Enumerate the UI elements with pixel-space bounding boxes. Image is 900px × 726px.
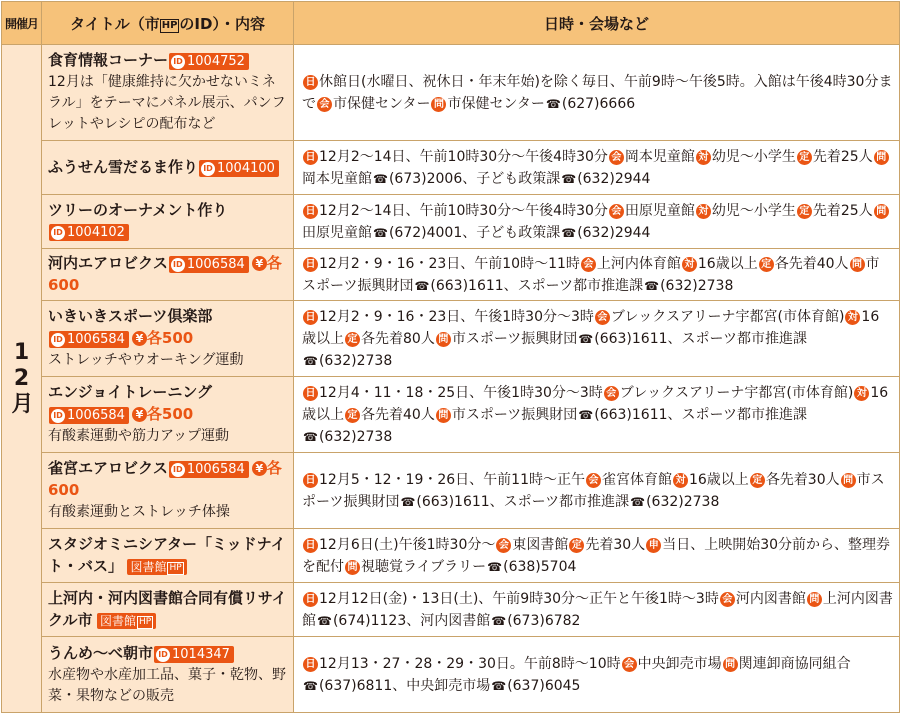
- phone-text: (672)4001、子ども政策課: [388, 224, 561, 241]
- event-title: エンジョイトレーニング: [48, 383, 213, 401]
- detail-cell: [294, 301, 900, 377]
- phone-icon: ☎: [373, 225, 388, 240]
- detail-text: 先着25人: [812, 148, 873, 165]
- marker-5-icon: 問: [436, 408, 451, 423]
- event-description: 水産物や水産加工品、菓子・乾物、野菜・果物などの販売: [48, 666, 286, 704]
- detail-text: 16歳以上: [697, 255, 758, 272]
- marker-2-icon: 会: [622, 657, 637, 672]
- library-badge: [97, 613, 156, 629]
- marker-4-icon: 定: [797, 150, 812, 165]
- yen-icon: ¥: [252, 461, 267, 476]
- detail-text: 幼児～小学生: [711, 148, 796, 165]
- detail-text: 岡本児童館: [624, 148, 695, 165]
- marker-3-icon: 問: [723, 657, 738, 672]
- id-icon: ID: [171, 55, 185, 69]
- marker-2-icon: 会: [609, 150, 624, 165]
- title-cell: [42, 377, 294, 453]
- hp-icon: HP: [169, 562, 182, 573]
- detail-text: ブレックスアリーナ宇都宮(市体育館): [610, 308, 845, 325]
- hp-icon: HP: [161, 19, 178, 31]
- phone-icon: ☎: [303, 678, 318, 693]
- marker-2-icon: 会: [609, 204, 624, 219]
- marker-5-icon: 問: [874, 150, 889, 165]
- detail-cell: [294, 529, 900, 583]
- library-label: 図書館: [130, 559, 167, 574]
- price-value: 各500: [146, 329, 194, 347]
- table-row: [2, 301, 900, 377]
- phone-text: (663)1611、スポーツ都市推進課: [416, 493, 630, 510]
- marker-2-icon: 会: [720, 592, 735, 607]
- id-number: 1014347: [172, 646, 230, 662]
- phone-icon: ☎: [578, 331, 594, 346]
- phone-text: (663)1611、スポーツ都市推進課: [594, 330, 807, 347]
- title-cell: [42, 141, 294, 195]
- table-row: [2, 377, 900, 453]
- phone-text: (663)1611、スポーツ都市推進課: [594, 406, 807, 423]
- event-title: ふうせん雪だるま作り: [48, 157, 199, 176]
- detail-text: 雀宮体育館: [601, 471, 672, 488]
- id-number: 1004100: [217, 160, 275, 176]
- title-cell: [42, 195, 294, 249]
- phone-icon: ☎: [491, 613, 507, 628]
- marker-1-icon: 日: [303, 75, 318, 90]
- id-icon: ID: [171, 463, 185, 477]
- id-badge: [199, 160, 279, 177]
- detail-text: 岡本児童館: [302, 170, 372, 187]
- event-title: 食育情報コーナー: [48, 51, 169, 69]
- library-badge: [127, 559, 186, 575]
- event-title: スタジオミニシアター「ミッドナイト・バス」: [48, 534, 286, 575]
- detail-text: 当日、上映開始30分前から、整理券を配付: [302, 536, 891, 575]
- marker-3-icon: 問: [807, 592, 822, 607]
- id-badge: [49, 224, 129, 241]
- detail-text: 12月12日(金)・13日(土)、午前9時30分～正午と午後1時～3時: [319, 590, 719, 607]
- id-badge: [154, 646, 234, 663]
- marker-4-icon: 定: [759, 257, 774, 272]
- detail-text: 視聴覚ライブラリー: [361, 558, 487, 575]
- detail-text: 12月6日(土)午後1時30分～: [319, 536, 496, 553]
- detail-text: 河内図書館: [735, 590, 806, 607]
- detail-text: 各先着80人: [361, 330, 435, 347]
- phone-text: (632)2944: [577, 224, 651, 241]
- title-cell: [42, 301, 294, 377]
- phone-text: (637)6045: [507, 677, 581, 694]
- marker-1-icon: 日: [303, 473, 318, 488]
- event-description: 有酸素運動や筋力アップ運動: [48, 428, 230, 444]
- detail-text: 市スポーツ振興財団: [302, 255, 880, 294]
- detail-cell: [294, 453, 900, 529]
- detail-text: 上河内図書館: [302, 590, 893, 629]
- detail-cell: [294, 45, 900, 141]
- detail-cell: [294, 583, 900, 637]
- detail-text: 関連卸商協同組合: [738, 655, 851, 672]
- detail-text: 市保健センター: [447, 95, 545, 112]
- phone-icon: ☎: [303, 353, 318, 368]
- marker-5-icon: 問: [850, 257, 865, 272]
- header-title-pre: タイトル（市: [70, 14, 160, 33]
- detail-text: 市スポーツ振興財団: [451, 406, 578, 423]
- event-description: ストレッチやウオーキング運動: [48, 352, 244, 368]
- detail-text: 先着25人: [812, 202, 873, 219]
- marker-3-icon: 対: [673, 473, 688, 488]
- price-value: 各600: [48, 253, 282, 294]
- detail-text: 12月13・27・28・29・30日。午前8時～10時: [319, 655, 621, 672]
- id-icon: ID: [201, 162, 215, 176]
- detail-text: 市スポーツ振興財団: [302, 471, 885, 510]
- table-row: [2, 141, 900, 195]
- detail-text: 上河内体育館: [596, 255, 681, 272]
- detail-text: 16歳以上: [688, 471, 749, 488]
- event-table: [1, 1, 900, 713]
- detail-text: 各先着40人: [361, 406, 435, 423]
- event-title: うんめ～べ朝市: [48, 643, 154, 662]
- detail-text: 12月2・9・16・23日、午後1時30分～3時: [319, 308, 594, 325]
- id-number: 1006584: [186, 462, 245, 477]
- event-title: 上河内・河内図書館合同有償リサイクル市: [48, 588, 287, 629]
- event-title: 河内エアロビクス: [48, 253, 168, 272]
- phone-text: (637)6811、中央卸売市場: [318, 677, 491, 694]
- phone-text: (632)2738: [660, 277, 734, 294]
- yen-icon: ¥: [132, 407, 147, 422]
- event-description: 有酸素運動とストレッチ体操: [48, 504, 230, 520]
- marker-4-icon: 定: [345, 332, 360, 347]
- price: [132, 329, 193, 347]
- hp-icon: HP: [139, 616, 152, 627]
- table-row: [2, 453, 900, 529]
- marker-4-icon: 定: [797, 204, 812, 219]
- detail-text: 12月5・12・19・26日、午前11時～正午: [319, 471, 585, 488]
- phone-text: (638)5704: [503, 558, 577, 575]
- month-cell: [2, 45, 42, 713]
- id-badge: [169, 53, 249, 70]
- detail-text: 12月2～14日、午前10時30分～午後4時30分: [319, 202, 608, 219]
- id-number: 1006584: [67, 332, 125, 347]
- marker-2-icon: 会: [586, 473, 601, 488]
- phone-text: (632)2738: [318, 428, 393, 445]
- marker-1-icon: 日: [303, 386, 318, 401]
- detail-text: 12月2～14日、午前10時30分～午後4時30分: [319, 148, 608, 165]
- id-number: 1004102: [67, 225, 125, 240]
- marker-3-icon: 対: [696, 150, 711, 165]
- id-icon: ID: [171, 258, 185, 272]
- phone-icon: ☎: [491, 678, 507, 693]
- marker-3-icon: 対: [854, 386, 869, 401]
- event-title: いきいきスポーツ倶楽部: [48, 307, 213, 325]
- marker-3-icon: 対: [696, 204, 711, 219]
- title-cell: [42, 453, 294, 529]
- detail-text: 市スポーツ振興財団: [451, 330, 578, 347]
- header-title: [42, 2, 294, 45]
- id-badge: [49, 331, 129, 348]
- phone-text: (632)2738: [318, 352, 393, 369]
- title-cell: [42, 637, 294, 713]
- event-description: 12月は「健康維持に欠かせないミネラル」をテーマにパネル展示、パンフレットやレシピの配布など: [48, 74, 286, 132]
- title-cell: [42, 529, 294, 583]
- phone-icon: ☎: [414, 278, 430, 293]
- marker-3-icon: 問: [431, 97, 446, 112]
- id-icon: ID: [51, 409, 65, 423]
- detail-text: 12月2・9・16・23日、午前10時～11時: [319, 255, 580, 272]
- phone-text: (632)2944: [577, 170, 651, 187]
- header-title-post: のID）・内容: [179, 14, 265, 33]
- table-row: [2, 45, 900, 141]
- phone-icon: ☎: [561, 171, 577, 186]
- marker-3-icon: 定: [569, 538, 584, 553]
- id-badge: [169, 461, 249, 478]
- price-value: 各600: [48, 459, 282, 499]
- phone-text: (673)6782: [507, 612, 581, 629]
- detail-cell: [294, 637, 900, 713]
- marker-2-icon: 会: [496, 538, 511, 553]
- phone-text: (674)1123、河内図書館: [332, 612, 491, 629]
- marker-3-icon: 対: [682, 257, 697, 272]
- event-title: 雀宮エアロビクス: [48, 459, 168, 477]
- phone-icon: ☎: [400, 494, 416, 509]
- phone-text: (627)6666: [561, 95, 636, 112]
- detail-text: ブレックスアリーナ宇都宮(市体育館): [619, 384, 854, 401]
- detail-text: 各先着40人: [774, 255, 849, 272]
- detail-text: 中央卸売市場: [637, 655, 722, 672]
- phone-text: (632)2738: [646, 493, 720, 510]
- phone-icon: ☎: [303, 429, 318, 444]
- header-detail: 日時・会場など: [294, 2, 900, 45]
- phone-icon: ☎: [317, 613, 332, 628]
- marker-1-icon: 日: [303, 592, 318, 607]
- detail-cell: [294, 195, 900, 249]
- detail-text: 田原児童館: [624, 202, 695, 219]
- marker-4-icon: 定: [750, 473, 765, 488]
- table-row: [2, 195, 900, 249]
- phone-icon: ☎: [545, 96, 561, 111]
- title-cell: [42, 583, 294, 637]
- marker-5-icon: 問: [345, 560, 360, 575]
- table-row: [2, 529, 900, 583]
- marker-4-icon: 申: [646, 538, 661, 553]
- id-number: 1004752: [187, 54, 245, 69]
- detail-text: 16歳以上: [302, 308, 880, 347]
- marker-2-icon: 会: [604, 386, 619, 401]
- price-value: 各500: [146, 405, 194, 423]
- yen-icon: ¥: [132, 331, 147, 346]
- phone-icon: ☎: [373, 171, 388, 186]
- detail-text: 東図書館: [512, 536, 569, 553]
- marker-1-icon: 日: [303, 310, 318, 325]
- id-number: 1006584: [67, 408, 125, 423]
- detail-text: 休館日(水曜日、祝休日・年末年始)を除く毎日、午前9時～午後5時。入館は午後4時30分まで: [302, 73, 893, 112]
- event-title: ツリーのオーナメント作り: [48, 201, 228, 219]
- marker-1-icon: 日: [303, 257, 318, 272]
- marker-2-icon: 会: [317, 97, 332, 112]
- phone-icon: ☎: [487, 559, 503, 574]
- detail-text: 市保健センター: [333, 95, 431, 112]
- id-badge: [49, 407, 129, 424]
- detail-text: 16歳以上: [302, 384, 889, 423]
- phone-icon: ☎: [630, 494, 646, 509]
- marker-5-icon: 問: [841, 473, 856, 488]
- id-icon: ID: [51, 333, 65, 347]
- marker-2-icon: 会: [595, 310, 610, 325]
- table-row: [2, 249, 900, 301]
- marker-5-icon: 問: [874, 204, 889, 219]
- month-label: 12月: [11, 339, 34, 417]
- table-row: [2, 637, 900, 713]
- marker-1-icon: 日: [303, 150, 318, 165]
- detail-text: 田原児童館: [302, 224, 372, 241]
- id-number: 1006584: [186, 256, 245, 272]
- id-icon: ID: [51, 226, 65, 240]
- detail-cell: [294, 141, 900, 195]
- detail-text: 幼児～小学生: [711, 202, 796, 219]
- detail-cell: [294, 377, 900, 453]
- phone-text: (673)2006、子ども政策課: [388, 170, 561, 187]
- detail-text: 各先着30人: [765, 471, 840, 488]
- phone-icon: ☎: [578, 407, 594, 422]
- marker-4-icon: 定: [345, 408, 360, 423]
- table-row: [2, 583, 900, 637]
- marker-3-icon: 対: [845, 310, 860, 325]
- detail-text: 先着30人: [585, 536, 646, 553]
- title-cell: [42, 249, 294, 301]
- marker-1-icon: 日: [303, 538, 318, 553]
- detail-text: 12月4・11・18・25日、午後1時30分～3時: [319, 384, 603, 401]
- title-cell: [42, 45, 294, 141]
- library-label: 図書館: [100, 613, 137, 628]
- header-month: 開催月: [2, 2, 42, 45]
- phone-icon: ☎: [644, 278, 660, 293]
- header-row: [2, 2, 900, 45]
- id-badge: [169, 256, 249, 273]
- id-icon: ID: [156, 648, 170, 662]
- detail-cell: [294, 249, 900, 301]
- phone-text: (663)1611、スポーツ都市推進課: [430, 277, 644, 294]
- phone-icon: ☎: [561, 225, 577, 240]
- marker-2-icon: 会: [581, 257, 596, 272]
- marker-1-icon: 日: [303, 204, 318, 219]
- marker-5-icon: 問: [436, 332, 451, 347]
- price: [132, 405, 193, 423]
- marker-1-icon: 日: [303, 657, 318, 672]
- yen-icon: ¥: [252, 256, 267, 271]
